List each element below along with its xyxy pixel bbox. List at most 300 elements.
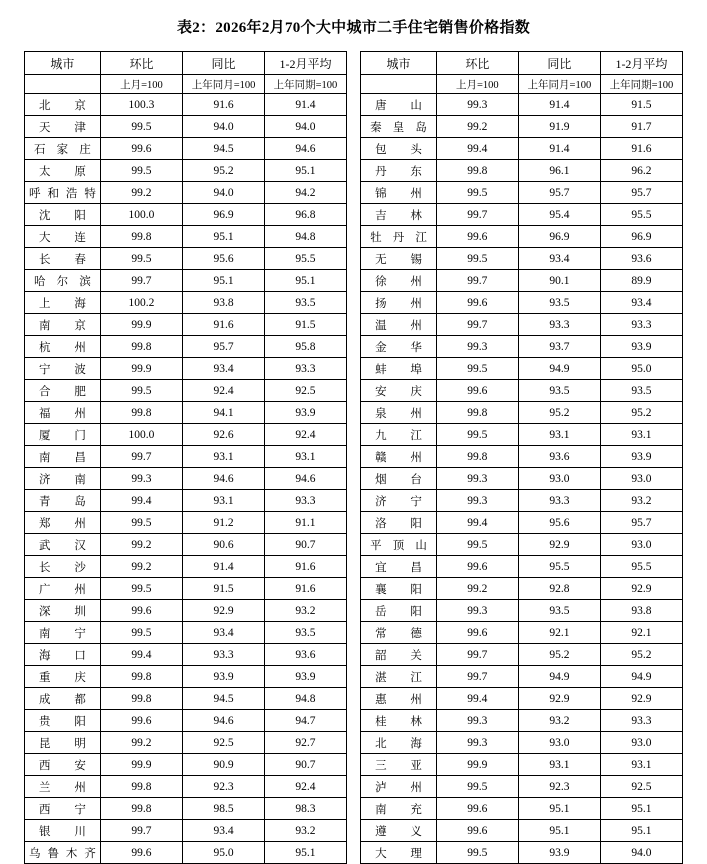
yoy-value-cell: 95.1 bbox=[183, 270, 265, 292]
city-cell bbox=[25, 468, 101, 490]
mom-value-cell: 99.4 bbox=[100, 490, 182, 512]
city-name-text: 三 亚 bbox=[375, 759, 422, 772]
table-row bbox=[25, 226, 347, 248]
city-name-text: 青 岛 bbox=[39, 495, 86, 508]
avg-value-cell: 93.0 bbox=[600, 468, 682, 490]
city-name-text: 重 庆 bbox=[39, 671, 86, 684]
avg-value-cell: 92.9 bbox=[600, 688, 682, 710]
table-row bbox=[25, 578, 347, 600]
yoy-value-cell: 91.9 bbox=[518, 116, 600, 138]
city-name-text: 哈 尔 滨 bbox=[34, 275, 91, 288]
table-row bbox=[25, 468, 347, 490]
mom-value-cell: 99.2 bbox=[100, 182, 182, 204]
avg-value-cell: 93.2 bbox=[265, 600, 347, 622]
avg-value-cell: 93.6 bbox=[600, 248, 682, 270]
city-cell bbox=[25, 710, 101, 732]
city-cell bbox=[361, 842, 437, 864]
mom-value-cell: 100.3 bbox=[100, 94, 182, 116]
avg-value-cell: 94.8 bbox=[265, 688, 347, 710]
avg-value-cell: 94.0 bbox=[600, 842, 682, 864]
yoy-value-cell: 92.9 bbox=[183, 600, 265, 622]
city-name-text: 天 津 bbox=[39, 121, 86, 134]
mom-value-cell: 99.6 bbox=[436, 622, 518, 644]
city-cell bbox=[25, 402, 101, 424]
mom-value-cell: 99.3 bbox=[436, 490, 518, 512]
table-row bbox=[361, 512, 683, 534]
yoy-value-cell: 91.5 bbox=[183, 578, 265, 600]
table-row bbox=[361, 820, 683, 842]
table-row bbox=[361, 534, 683, 556]
table-row bbox=[25, 512, 347, 534]
yoy-value-cell: 94.6 bbox=[183, 710, 265, 732]
table-row bbox=[361, 336, 683, 358]
mom-value-cell: 99.5 bbox=[100, 116, 182, 138]
mom-value-cell: 99.5 bbox=[436, 534, 518, 556]
subheader-yoy-base: 上年同月=100 bbox=[183, 75, 265, 94]
city-cell bbox=[361, 160, 437, 182]
city-cell bbox=[361, 336, 437, 358]
avg-value-cell: 94.7 bbox=[265, 710, 347, 732]
city-cell bbox=[25, 204, 101, 226]
avg-value-cell: 96.8 bbox=[265, 204, 347, 226]
subheader-blank bbox=[25, 75, 101, 94]
mom-value-cell: 99.7 bbox=[100, 820, 182, 842]
table-row bbox=[25, 534, 347, 556]
city-name-text: 赣 州 bbox=[375, 451, 422, 464]
city-name-text: 温 州 bbox=[375, 319, 422, 332]
city-cell bbox=[25, 424, 101, 446]
avg-value-cell: 95.1 bbox=[265, 160, 347, 182]
subheader-avg-base: 上年同期=100 bbox=[600, 75, 682, 94]
table-row bbox=[25, 732, 347, 754]
left-subheader-row bbox=[25, 75, 347, 94]
avg-value-cell: 93.1 bbox=[265, 446, 347, 468]
mom-value-cell: 99.7 bbox=[436, 270, 518, 292]
avg-value-cell: 91.7 bbox=[600, 116, 682, 138]
table-row bbox=[25, 160, 347, 182]
mom-value-cell: 99.6 bbox=[436, 380, 518, 402]
table-row bbox=[25, 820, 347, 842]
table-row bbox=[361, 556, 683, 578]
mom-value-cell: 99.8 bbox=[100, 776, 182, 798]
table-row bbox=[361, 490, 683, 512]
table-row bbox=[361, 776, 683, 798]
city-cell bbox=[361, 270, 437, 292]
city-name-text: 金 华 bbox=[375, 341, 422, 354]
yoy-value-cell: 94.0 bbox=[183, 116, 265, 138]
city-cell bbox=[25, 798, 101, 820]
avg-value-cell: 90.7 bbox=[265, 534, 347, 556]
city-name-text: 海 口 bbox=[39, 649, 86, 662]
city-name-text: 长 沙 bbox=[39, 561, 86, 574]
mom-value-cell: 99.5 bbox=[100, 578, 182, 600]
yoy-value-cell: 96.1 bbox=[518, 160, 600, 182]
table-row bbox=[361, 380, 683, 402]
yoy-value-cell: 95.7 bbox=[518, 182, 600, 204]
avg-value-cell: 91.6 bbox=[600, 138, 682, 160]
table-row bbox=[25, 358, 347, 380]
city-name-text: 泸 州 bbox=[375, 781, 422, 794]
header-mom: 环比 bbox=[436, 52, 518, 75]
table-row bbox=[361, 182, 683, 204]
avg-value-cell: 93.5 bbox=[265, 622, 347, 644]
mom-value-cell: 99.2 bbox=[100, 732, 182, 754]
city-name-text: 贵 阳 bbox=[39, 715, 86, 728]
city-cell bbox=[25, 226, 101, 248]
table-row bbox=[25, 446, 347, 468]
city-cell bbox=[25, 600, 101, 622]
mom-value-cell: 99.7 bbox=[436, 666, 518, 688]
yoy-value-cell: 95.4 bbox=[518, 204, 600, 226]
city-cell bbox=[25, 116, 101, 138]
city-cell bbox=[361, 732, 437, 754]
avg-value-cell: 95.5 bbox=[265, 248, 347, 270]
yoy-value-cell: 93.8 bbox=[183, 292, 265, 314]
avg-value-cell: 93.0 bbox=[600, 534, 682, 556]
table-row bbox=[361, 116, 683, 138]
table-row bbox=[25, 842, 347, 864]
avg-value-cell: 91.6 bbox=[265, 556, 347, 578]
city-name-text: 南 京 bbox=[39, 319, 86, 332]
yoy-value-cell: 95.1 bbox=[518, 820, 600, 842]
city-cell bbox=[361, 688, 437, 710]
city-name-text: 平 顶 山 bbox=[370, 539, 427, 552]
city-cell bbox=[361, 820, 437, 842]
table-row bbox=[25, 204, 347, 226]
city-name-text: 上 海 bbox=[39, 297, 86, 310]
mom-value-cell: 99.7 bbox=[100, 446, 182, 468]
table-row bbox=[25, 402, 347, 424]
avg-value-cell: 95.2 bbox=[600, 644, 682, 666]
city-cell bbox=[361, 754, 437, 776]
table-row bbox=[25, 336, 347, 358]
table-row bbox=[25, 754, 347, 776]
yoy-value-cell: 94.9 bbox=[518, 666, 600, 688]
table-row bbox=[25, 424, 347, 446]
avg-value-cell: 93.5 bbox=[265, 292, 347, 314]
yoy-value-cell: 93.0 bbox=[518, 468, 600, 490]
table-row bbox=[361, 226, 683, 248]
table-row bbox=[25, 182, 347, 204]
yoy-value-cell: 92.9 bbox=[518, 534, 600, 556]
city-cell bbox=[25, 292, 101, 314]
yoy-value-cell: 95.1 bbox=[183, 226, 265, 248]
mom-value-cell: 99.8 bbox=[100, 798, 182, 820]
yoy-value-cell: 94.5 bbox=[183, 138, 265, 160]
avg-value-cell: 93.4 bbox=[600, 292, 682, 314]
yoy-value-cell: 95.6 bbox=[183, 248, 265, 270]
city-cell bbox=[25, 842, 101, 864]
mom-value-cell: 99.8 bbox=[100, 226, 182, 248]
yoy-value-cell: 93.5 bbox=[518, 600, 600, 622]
city-cell bbox=[25, 270, 101, 292]
city-cell bbox=[361, 490, 437, 512]
avg-value-cell: 91.6 bbox=[265, 578, 347, 600]
mom-value-cell: 99.5 bbox=[436, 248, 518, 270]
city-name-text: 南 宁 bbox=[39, 627, 86, 640]
right-subheader-row bbox=[361, 75, 683, 94]
city-cell bbox=[25, 556, 101, 578]
avg-value-cell: 95.1 bbox=[265, 842, 347, 864]
city-name-text: 石 家 庄 bbox=[34, 143, 91, 156]
yoy-value-cell: 95.0 bbox=[183, 842, 265, 864]
yoy-value-cell: 93.3 bbox=[518, 314, 600, 336]
avg-value-cell: 95.5 bbox=[600, 556, 682, 578]
table-row bbox=[361, 644, 683, 666]
city-cell bbox=[361, 776, 437, 798]
city-name-text: 锦 州 bbox=[375, 187, 422, 200]
yoy-value-cell: 91.4 bbox=[518, 138, 600, 160]
table-row bbox=[361, 292, 683, 314]
city-name-text: 无 锡 bbox=[375, 253, 422, 266]
city-cell bbox=[361, 556, 437, 578]
mom-value-cell: 99.5 bbox=[436, 424, 518, 446]
avg-value-cell: 94.6 bbox=[265, 138, 347, 160]
city-name-text: 大 连 bbox=[39, 231, 86, 244]
avg-value-cell: 94.8 bbox=[265, 226, 347, 248]
city-name-text: 呼 和 浩 特 bbox=[29, 187, 96, 200]
avg-value-cell: 93.5 bbox=[600, 380, 682, 402]
avg-value-cell: 95.1 bbox=[600, 798, 682, 820]
yoy-value-cell: 93.1 bbox=[518, 424, 600, 446]
yoy-value-cell: 91.6 bbox=[183, 314, 265, 336]
yoy-value-cell: 92.3 bbox=[183, 776, 265, 798]
avg-value-cell: 95.7 bbox=[600, 512, 682, 534]
yoy-value-cell: 93.4 bbox=[518, 248, 600, 270]
table-row bbox=[361, 600, 683, 622]
header-avg: 1-2月平均 bbox=[600, 52, 682, 75]
table-row bbox=[361, 94, 683, 116]
yoy-value-cell: 92.6 bbox=[183, 424, 265, 446]
city-name-text: 济 宁 bbox=[375, 495, 422, 508]
table-row bbox=[361, 710, 683, 732]
mom-value-cell: 99.4 bbox=[436, 688, 518, 710]
tables-container bbox=[0, 51, 707, 864]
yoy-value-cell: 91.2 bbox=[183, 512, 265, 534]
mom-value-cell: 99.6 bbox=[436, 556, 518, 578]
table-row bbox=[361, 732, 683, 754]
avg-value-cell: 92.4 bbox=[265, 424, 347, 446]
yoy-value-cell: 93.0 bbox=[518, 732, 600, 754]
city-cell bbox=[361, 226, 437, 248]
mom-value-cell: 99.8 bbox=[100, 402, 182, 424]
yoy-value-cell: 93.2 bbox=[518, 710, 600, 732]
city-cell bbox=[25, 182, 101, 204]
header-avg: 1-2月平均 bbox=[265, 52, 347, 75]
city-name-text: 常 德 bbox=[375, 627, 422, 640]
table-row bbox=[25, 556, 347, 578]
yoy-value-cell: 94.9 bbox=[518, 358, 600, 380]
mom-value-cell: 99.8 bbox=[436, 160, 518, 182]
table-row bbox=[25, 600, 347, 622]
table-row bbox=[361, 446, 683, 468]
yoy-value-cell: 93.1 bbox=[518, 754, 600, 776]
table-row bbox=[25, 248, 347, 270]
avg-value-cell: 92.4 bbox=[265, 776, 347, 798]
yoy-value-cell: 90.6 bbox=[183, 534, 265, 556]
mom-value-cell: 99.2 bbox=[100, 556, 182, 578]
mom-value-cell: 99.5 bbox=[100, 248, 182, 270]
city-cell bbox=[25, 644, 101, 666]
avg-value-cell: 89.9 bbox=[600, 270, 682, 292]
city-name-text: 惠 州 bbox=[375, 693, 422, 706]
yoy-value-cell: 93.3 bbox=[518, 490, 600, 512]
mom-value-cell: 99.4 bbox=[436, 512, 518, 534]
city-cell bbox=[361, 292, 437, 314]
mom-value-cell: 100.2 bbox=[100, 292, 182, 314]
city-cell bbox=[25, 534, 101, 556]
avg-value-cell: 92.1 bbox=[600, 622, 682, 644]
yoy-value-cell: 93.3 bbox=[183, 644, 265, 666]
avg-value-cell: 93.9 bbox=[265, 402, 347, 424]
city-name-text: 长 春 bbox=[39, 253, 86, 266]
avg-value-cell: 93.3 bbox=[265, 358, 347, 380]
city-name-text: 襄 阳 bbox=[375, 583, 422, 596]
city-cell bbox=[25, 336, 101, 358]
city-cell bbox=[361, 666, 437, 688]
mom-value-cell: 99.7 bbox=[436, 314, 518, 336]
city-name-text: 西 安 bbox=[39, 759, 86, 772]
subheader-blank bbox=[361, 75, 437, 94]
city-cell bbox=[361, 710, 437, 732]
city-name-text: 广 州 bbox=[39, 583, 86, 596]
city-name-text: 南 充 bbox=[375, 803, 422, 816]
yoy-value-cell: 90.9 bbox=[183, 754, 265, 776]
avg-value-cell: 95.7 bbox=[600, 182, 682, 204]
left-table-body bbox=[25, 52, 347, 864]
city-name-text: 泉 州 bbox=[375, 407, 422, 420]
mom-value-cell: 100.0 bbox=[100, 204, 182, 226]
city-cell bbox=[361, 446, 437, 468]
mom-value-cell: 99.5 bbox=[100, 622, 182, 644]
right-header-row bbox=[361, 52, 683, 75]
avg-value-cell: 98.3 bbox=[265, 798, 347, 820]
table-row bbox=[25, 490, 347, 512]
table-row bbox=[25, 666, 347, 688]
city-name-text: 西 宁 bbox=[39, 803, 86, 816]
city-cell bbox=[361, 534, 437, 556]
mom-value-cell: 99.7 bbox=[436, 204, 518, 226]
city-cell bbox=[361, 248, 437, 270]
yoy-value-cell: 98.5 bbox=[183, 798, 265, 820]
city-cell bbox=[361, 116, 437, 138]
city-cell bbox=[25, 160, 101, 182]
table-row bbox=[361, 468, 683, 490]
city-name-text: 沈 阳 bbox=[39, 209, 86, 222]
table-row bbox=[361, 402, 683, 424]
avg-value-cell: 92.9 bbox=[600, 578, 682, 600]
city-name-text: 北 京 bbox=[39, 99, 86, 112]
city-name-text: 岳 阳 bbox=[375, 605, 422, 618]
city-name-text: 唐 山 bbox=[375, 99, 422, 112]
yoy-value-cell: 92.1 bbox=[518, 622, 600, 644]
city-cell bbox=[25, 688, 101, 710]
avg-value-cell: 94.0 bbox=[265, 116, 347, 138]
city-name-text: 烟 台 bbox=[375, 473, 422, 486]
city-name-text: 成 都 bbox=[39, 693, 86, 706]
yoy-value-cell: 93.5 bbox=[518, 380, 600, 402]
city-name-text: 银 川 bbox=[39, 825, 86, 838]
avg-value-cell: 92.5 bbox=[265, 380, 347, 402]
table-row bbox=[361, 666, 683, 688]
mom-value-cell: 99.5 bbox=[100, 380, 182, 402]
mom-value-cell: 99.8 bbox=[436, 446, 518, 468]
avg-value-cell: 93.6 bbox=[265, 644, 347, 666]
avg-value-cell: 92.5 bbox=[600, 776, 682, 798]
mom-value-cell: 99.6 bbox=[100, 842, 182, 864]
city-cell bbox=[361, 622, 437, 644]
yoy-value-cell: 96.9 bbox=[518, 226, 600, 248]
subheader-mom-base: 上月=100 bbox=[436, 75, 518, 94]
city-cell bbox=[25, 314, 101, 336]
city-name-text: 九 江 bbox=[375, 429, 422, 442]
city-name-text: 徐 州 bbox=[375, 275, 422, 288]
avg-value-cell: 91.1 bbox=[265, 512, 347, 534]
yoy-value-cell: 95.2 bbox=[518, 402, 600, 424]
city-name-text: 兰 州 bbox=[39, 781, 86, 794]
yoy-value-cell: 92.3 bbox=[518, 776, 600, 798]
mom-value-cell: 99.2 bbox=[100, 534, 182, 556]
mom-value-cell: 99.8 bbox=[100, 336, 182, 358]
table-row bbox=[25, 292, 347, 314]
city-name-text: 扬 州 bbox=[375, 297, 422, 310]
avg-value-cell: 95.0 bbox=[600, 358, 682, 380]
yoy-value-cell: 94.5 bbox=[183, 688, 265, 710]
yoy-value-cell: 95.1 bbox=[518, 798, 600, 820]
city-name-text: 包 头 bbox=[375, 143, 422, 156]
mom-value-cell: 99.5 bbox=[436, 358, 518, 380]
city-name-text: 湛 江 bbox=[375, 671, 422, 684]
city-cell bbox=[25, 754, 101, 776]
city-cell bbox=[25, 776, 101, 798]
yoy-value-cell: 92.8 bbox=[518, 578, 600, 600]
yoy-value-cell: 93.4 bbox=[183, 622, 265, 644]
yoy-value-cell: 92.4 bbox=[183, 380, 265, 402]
mom-value-cell: 99.7 bbox=[436, 644, 518, 666]
avg-value-cell: 93.3 bbox=[600, 710, 682, 732]
city-name-text: 安 庆 bbox=[375, 385, 422, 398]
avg-value-cell: 95.1 bbox=[265, 270, 347, 292]
table-row bbox=[25, 622, 347, 644]
yoy-value-cell: 93.1 bbox=[183, 446, 265, 468]
yoy-value-cell: 91.4 bbox=[183, 556, 265, 578]
yoy-value-cell: 95.7 bbox=[183, 336, 265, 358]
avg-value-cell: 95.5 bbox=[600, 204, 682, 226]
avg-value-cell: 95.8 bbox=[265, 336, 347, 358]
table-row bbox=[361, 138, 683, 160]
avg-value-cell: 93.1 bbox=[600, 754, 682, 776]
mom-value-cell: 99.5 bbox=[436, 842, 518, 864]
table-row bbox=[361, 578, 683, 600]
table-row bbox=[25, 644, 347, 666]
mom-value-cell: 99.5 bbox=[100, 160, 182, 182]
header-city: 城市 bbox=[25, 52, 101, 75]
yoy-value-cell: 91.6 bbox=[183, 94, 265, 116]
mom-value-cell: 100.0 bbox=[100, 424, 182, 446]
avg-value-cell: 95.1 bbox=[600, 820, 682, 842]
table-row bbox=[25, 116, 347, 138]
city-cell bbox=[25, 248, 101, 270]
mom-value-cell: 99.8 bbox=[100, 688, 182, 710]
yoy-value-cell: 93.4 bbox=[183, 358, 265, 380]
yoy-value-cell: 94.0 bbox=[183, 182, 265, 204]
city-cell bbox=[361, 578, 437, 600]
table-gap bbox=[347, 51, 360, 864]
city-name-text: 韶 关 bbox=[375, 649, 422, 662]
mom-value-cell: 99.3 bbox=[436, 600, 518, 622]
table-row bbox=[361, 424, 683, 446]
yoy-value-cell: 93.1 bbox=[183, 490, 265, 512]
